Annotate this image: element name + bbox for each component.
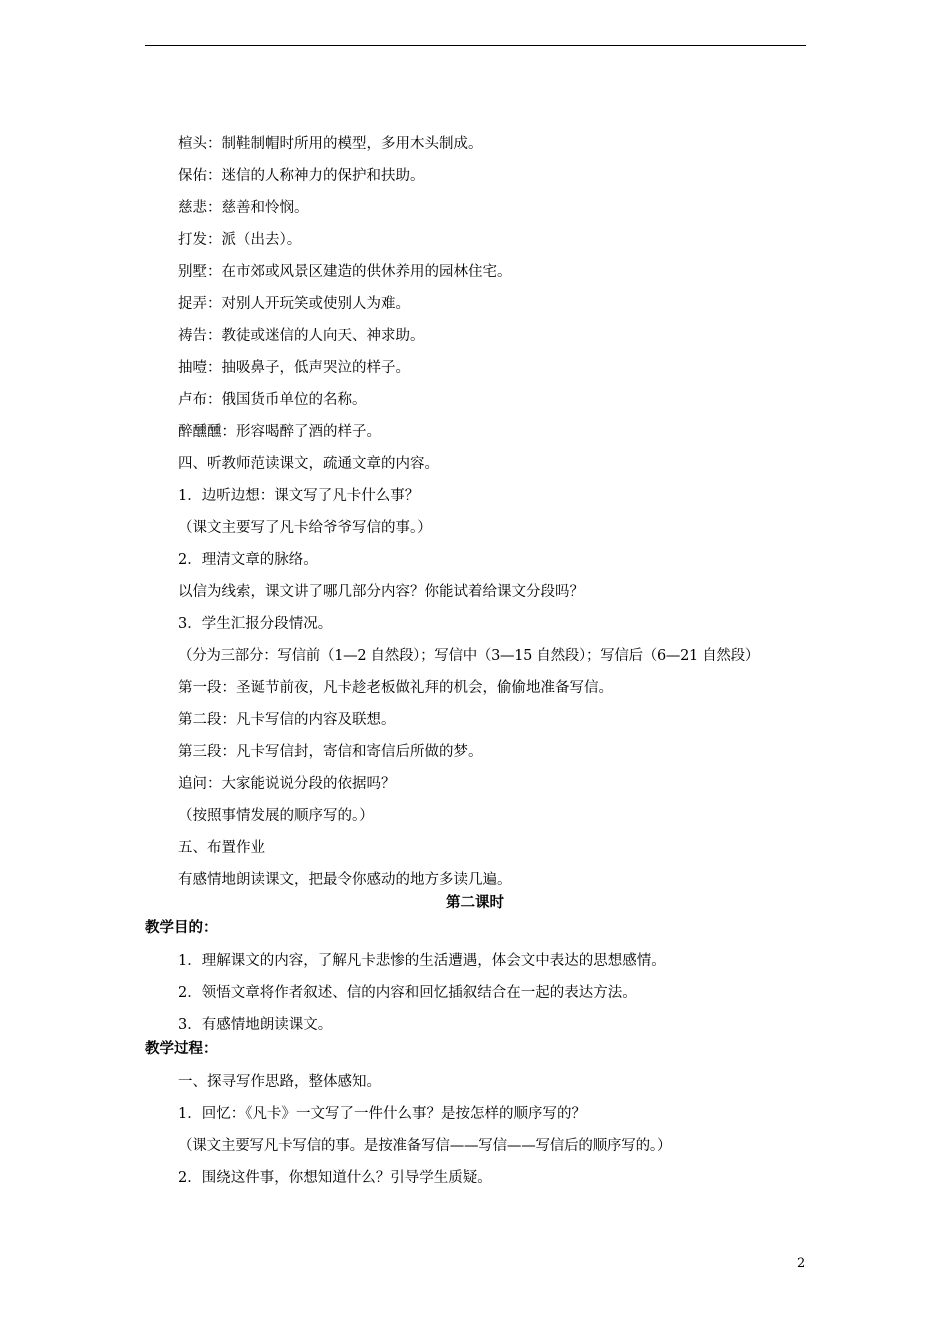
page-number: 2 [797,1256,806,1271]
objective-item: 2．领悟文章将作者叙述、信的内容和回忆插叙结合在一起的表达方法。 [178,985,637,1001]
process-item: （课文主要写凡卡写信的事。是按准备写信——写信——写信后的顺序写的。） [178,1138,672,1154]
paragraph-line: 四、听教师范读课文，疏通文章的内容。 [178,456,439,472]
paragraph-line: 1．边听边想：课文写了凡卡什么事？ [178,488,420,504]
vocab-line: 楦头：制鞋制帽时所用的模型，多用木头制成。 [178,136,483,152]
section-title: 第二课时 [446,894,504,911]
vocab-line: 打发：派（出去）。 [178,232,302,248]
vocab-line: 卢布：俄国货币单位的名称。 [178,392,367,408]
vocab-line: 别墅：在市郊或风景区建造的供休养用的园林住宅。 [178,264,512,280]
paragraph-line: 3．学生汇报分段情况。 [178,616,333,632]
vocab-line: 抽噎：抽吸鼻子，低声哭泣的样子。 [178,360,410,376]
paragraph-line: （分为三部分：写信前（1—2 自然段）；写信中（3—15 自然段）；写信后（6—21 自然段） [178,648,760,664]
paragraph-line: 追问：大家能说说分段的依据吗？ [178,776,396,792]
process-heading: 教学过程： [145,1040,218,1057]
vocab-line: 捉弄：对别人开玩笑或使别人为难。 [178,296,410,312]
objective-item: 3．有感情地朗读课文。 [178,1017,333,1033]
header-rule [145,45,806,46]
paragraph-line: 第三段：凡卡写信封，寄信和寄信后所做的梦。 [178,744,483,760]
paragraph-line: 第一段：圣诞节前夜，凡卡趁老板做礼拜的机会，偷偷地准备写信。 [178,680,613,696]
paragraph-line: 有感情地朗读课文，把最令你感动的地方多读几遍。 [178,872,512,888]
process-item: 2．围绕这件事，你想知道什么？引导学生质疑。 [178,1170,492,1186]
paragraph-line: 2．理清文章的脉络。 [178,552,318,568]
process-item: 1．回忆：《凡卡》一文写了一件什么事？是按怎样的顺序写的？ [178,1106,586,1122]
paragraph-line: （按照事情发展的顺序写的。） [178,808,374,824]
vocab-line: 醉醺醺：形容喝醉了酒的样子。 [178,424,381,440]
paragraph-line: 第二段：凡卡写信的内容及联想。 [178,712,396,728]
objectives-heading: 教学目的： [145,919,218,936]
process-item: 一、探寻写作思路，整体感知。 [178,1074,381,1090]
vocab-line: 保佑：迷信的人称神力的保护和扶助。 [178,168,425,184]
vocab-line: 祷告：教徒或迷信的人向天、神求助。 [178,328,425,344]
objective-item: 1．理解课文的内容，了解凡卡悲惨的生活遭遇，体会文中表达的思想感情。 [178,953,666,969]
vocab-line: 慈悲：慈善和怜悯。 [178,200,309,216]
paragraph-line: （课文主要写了凡卡给爷爷写信的事。） [178,520,432,536]
paragraph-line: 以信为线索，课文讲了哪几部分内容？你能试着给课文分段吗？ [178,584,584,600]
paragraph-line: 五、布置作业 [178,840,265,856]
